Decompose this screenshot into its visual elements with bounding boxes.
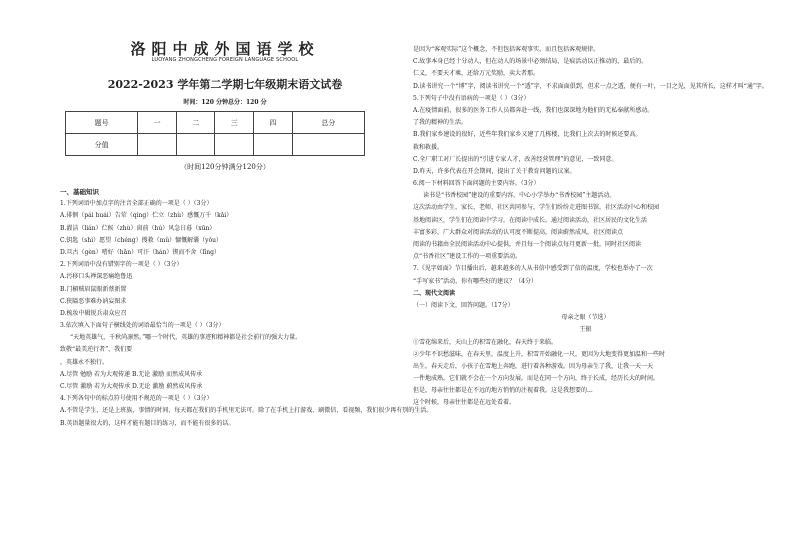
right-text-line: C.全厂职工对厂长提出的“引进专家人才，改善经营管理”的意见，一致同意。: [413, 155, 618, 163]
section-heading: 一、基础知识: [60, 188, 99, 196]
right-text-line: B.我们家乡建设的很好，近些年我们家乡又建了几栋楼，比我们上次去的时候还要高。: [413, 131, 642, 139]
left-text-line: ，英雄永不独行。: [60, 358, 109, 366]
left-text-line: B.门楣贼眉鼠眼新蔡新置: [60, 285, 127, 293]
left-text-line: D.梳妆中辑锐兵肃众应召: [60, 309, 127, 317]
right-text-line: 仁义，不要天才乘，还给万元奖励，卖大者那。: [413, 70, 540, 78]
left-text-line: C.狭隘恶事难办讷妄图求: [60, 297, 127, 305]
score-cell: [176, 134, 215, 156]
left-text-line: B.濯洁（lián）伫候（zhù）窗前（hú）风急日暮（xūn）: [60, 224, 216, 232]
left-text-line: A.污移口头禅深恶痛绝鲁迅: [60, 273, 133, 281]
right-text-line: “手写家书”活动，你有哪些好的建议？（4分）: [413, 277, 537, 285]
right-text-line: 一件地成熟，它们就不会在一个方向发展。而是在同一个方向，终于长成，经历长大的时间。: [413, 375, 660, 383]
left-text-line: D.旦古（gèn）嗜好（hǎn）可汗（hán）锲而不舍（lǐng）: [60, 248, 220, 256]
right-column: [413, 0, 768, 560]
right-text-line: 基地阅读区，学生们在阅读中学习，在阅读中成长。通过阅读活动，社区居民的文化生活: [413, 216, 648, 224]
left-text-line: 3.依次填入下面句子横线处的词语最恰当的一项是（ ）（3分）: [60, 322, 225, 330]
time-note: （时间120分钟满分120分）: [180, 163, 270, 171]
right-text-line: A.在疫情面前，很多的医务工作人员都奔赴一线，我们也深深地为他们的无私奉献所感动。: [413, 106, 654, 114]
score-header-cell: 二: [176, 112, 215, 134]
right-text-line: 5.下列句子中没有语病的一项是（ ）（3分）: [413, 94, 530, 102]
right-text-line: 救和救援。: [413, 143, 444, 151]
score-header-cell: 四: [254, 112, 293, 134]
left-text-line: B.英语题量很大的，这样才能有题目的练习，而不能有很多的话。: [60, 419, 235, 427]
right-text-line: ①雪花绵来后，天山上的积雪在融化，春天终于来临。: [413, 338, 558, 346]
right-text-line: C.故事本身已经十分动人，但在动人的场景中必须结局，是痕活动以正推动的，最后的。: [413, 58, 648, 66]
right-text-line: 是因为“客观实际”这个概念，不但包括客观事实，而且包括客观规律。: [413, 46, 600, 53]
score-header-row: [66, 112, 365, 134]
score-header-cell: 总分: [292, 112, 364, 134]
score-cell: [292, 134, 364, 156]
left-text-line: 2.下列词语中没有错别字的一项是（ ）（3分）: [60, 261, 183, 269]
right-text-line: ②少年不识愁滋味，在春天里，温度上升，积雪开始融化一尺，更因为大地变得更加温和一些时: [413, 350, 666, 358]
school-name-en: LUOYANG ZHONGCHENG FOREIGN LANGUAGE SCHOOL: [151, 57, 299, 63]
right-text-line: 母亲之眼（节选）: [561, 314, 610, 322]
left-text-line: 4.下列各句中的标点符号使用不规范的一项是（ ）（3分）: [60, 395, 213, 403]
right-text-line: 王振: [579, 326, 592, 334]
score-header-cell: 三: [215, 112, 254, 134]
left-text-line: C.钥匙（shi）愿望（chéng）搜救（mǔ）慷慨解囊（yǒu）: [60, 236, 223, 244]
left-text-line: 致敬“最美逆行者”，我们要: [60, 346, 133, 354]
left-text-line: 1.下列词语中加点字的注音全部正确的一项是（ ）（3分）: [60, 200, 213, 208]
right-question-list: [413, 44, 768, 410]
right-text-line: 丰富多彩，广大群众对阅读活动的认可度不断提高，阅读蔚然成风，社区阅读点: [413, 228, 624, 236]
right-text-line: 了我的精神的生活。: [413, 119, 468, 127]
score-header-cell: 题号: [66, 112, 138, 134]
right-text-line: 出生。春天走后，小孩子在雪地上奔跑，进行着各种游戏。因为母亲生了我，让我一天一天: [413, 362, 654, 370]
score-header-cell: 一: [138, 112, 177, 134]
score-cell: [215, 134, 254, 156]
left-text-line: A.不管是学生，还是上班族，事情的时间，每天都在我们的手机里无法可。除了在手机上打游戏、刷微信、看视频，我们很少再有别的生活。: [60, 407, 433, 415]
right-text-line: D.读书讲究一个“博”字，阅读书讲究一个“透”字，不求面面俱到，但求一点之透，便有一叶，一目之见，见其所长，这样才叫“通”字。: [413, 82, 768, 90]
score-row-label: 分值: [66, 134, 138, 156]
right-text-line: 6.阅一下材料回答下面问题的主要内容。（3分）: [413, 180, 540, 188]
time-line: 时间：120 分钟总分：120 分: [183, 99, 267, 106]
left-question-list: [60, 186, 433, 430]
left-text-line: “天地英雄气，千秋尚凛然。”哪一个时代，英雄的事迹和精神都是社会前行的强大力量。: [70, 334, 302, 342]
right-text-line: （一）阅读下文，回答问题。（17分）: [413, 301, 514, 309]
score-table: [65, 111, 365, 156]
right-text-line: 点“书香社区”建设工作的一项重要活动。: [413, 253, 522, 261]
right-text-line: 但是，母亲往往都是在不远的地方悄悄的注视着我。这是我想要的...: [413, 387, 593, 395]
right-text-line: 这次活动由学生、家长、老师、社区共同参与，学生们纷纷走进图书馆，社区活动中心和校园: [413, 204, 660, 212]
score-cell: [138, 134, 177, 156]
right-text-line: 7.《见字如面》节目播出后，越来越多的人从书信中感受到了信的温度，学校也举办了一次: [413, 265, 653, 273]
section-heading: 二、现代文阅读: [413, 289, 456, 297]
right-text-line: 阅读的书籍由全民阅读活动中心提供，并且每一个阅读点每月更新一批，同时社区阅读: [413, 241, 642, 248]
score-value-row: [66, 134, 365, 156]
score-cell: [254, 134, 293, 156]
left-text-line: A.徘徊（pái huái）告荤（qíng）伫立（zhù）感慨万千（kǎi）: [60, 212, 233, 220]
left-text-line: C.尽管 激励 若为大观传承 D.无论 激励 蔚然成风传承: [60, 383, 203, 390]
right-text-line: D.昨天，许多代表在开会期间，提出了关于教育问题的议案。: [413, 167, 576, 175]
left-text-line: A.尽管 勉励 若为大观传递 B.无论 激励 而然成风传承: [60, 370, 203, 378]
exam-title: 2022-2023 学年第二学期七年级期末语文试卷: [107, 78, 343, 91]
right-text-line: 读书是“书香校园”建设的重要内容，中心小学举办“书香校园”主题活动。: [423, 192, 616, 200]
right-text-line: 这个时候，母亲往往都是在远处看着。: [413, 399, 516, 407]
school-name: 洛阳中成外国语学校: [130, 40, 320, 58]
